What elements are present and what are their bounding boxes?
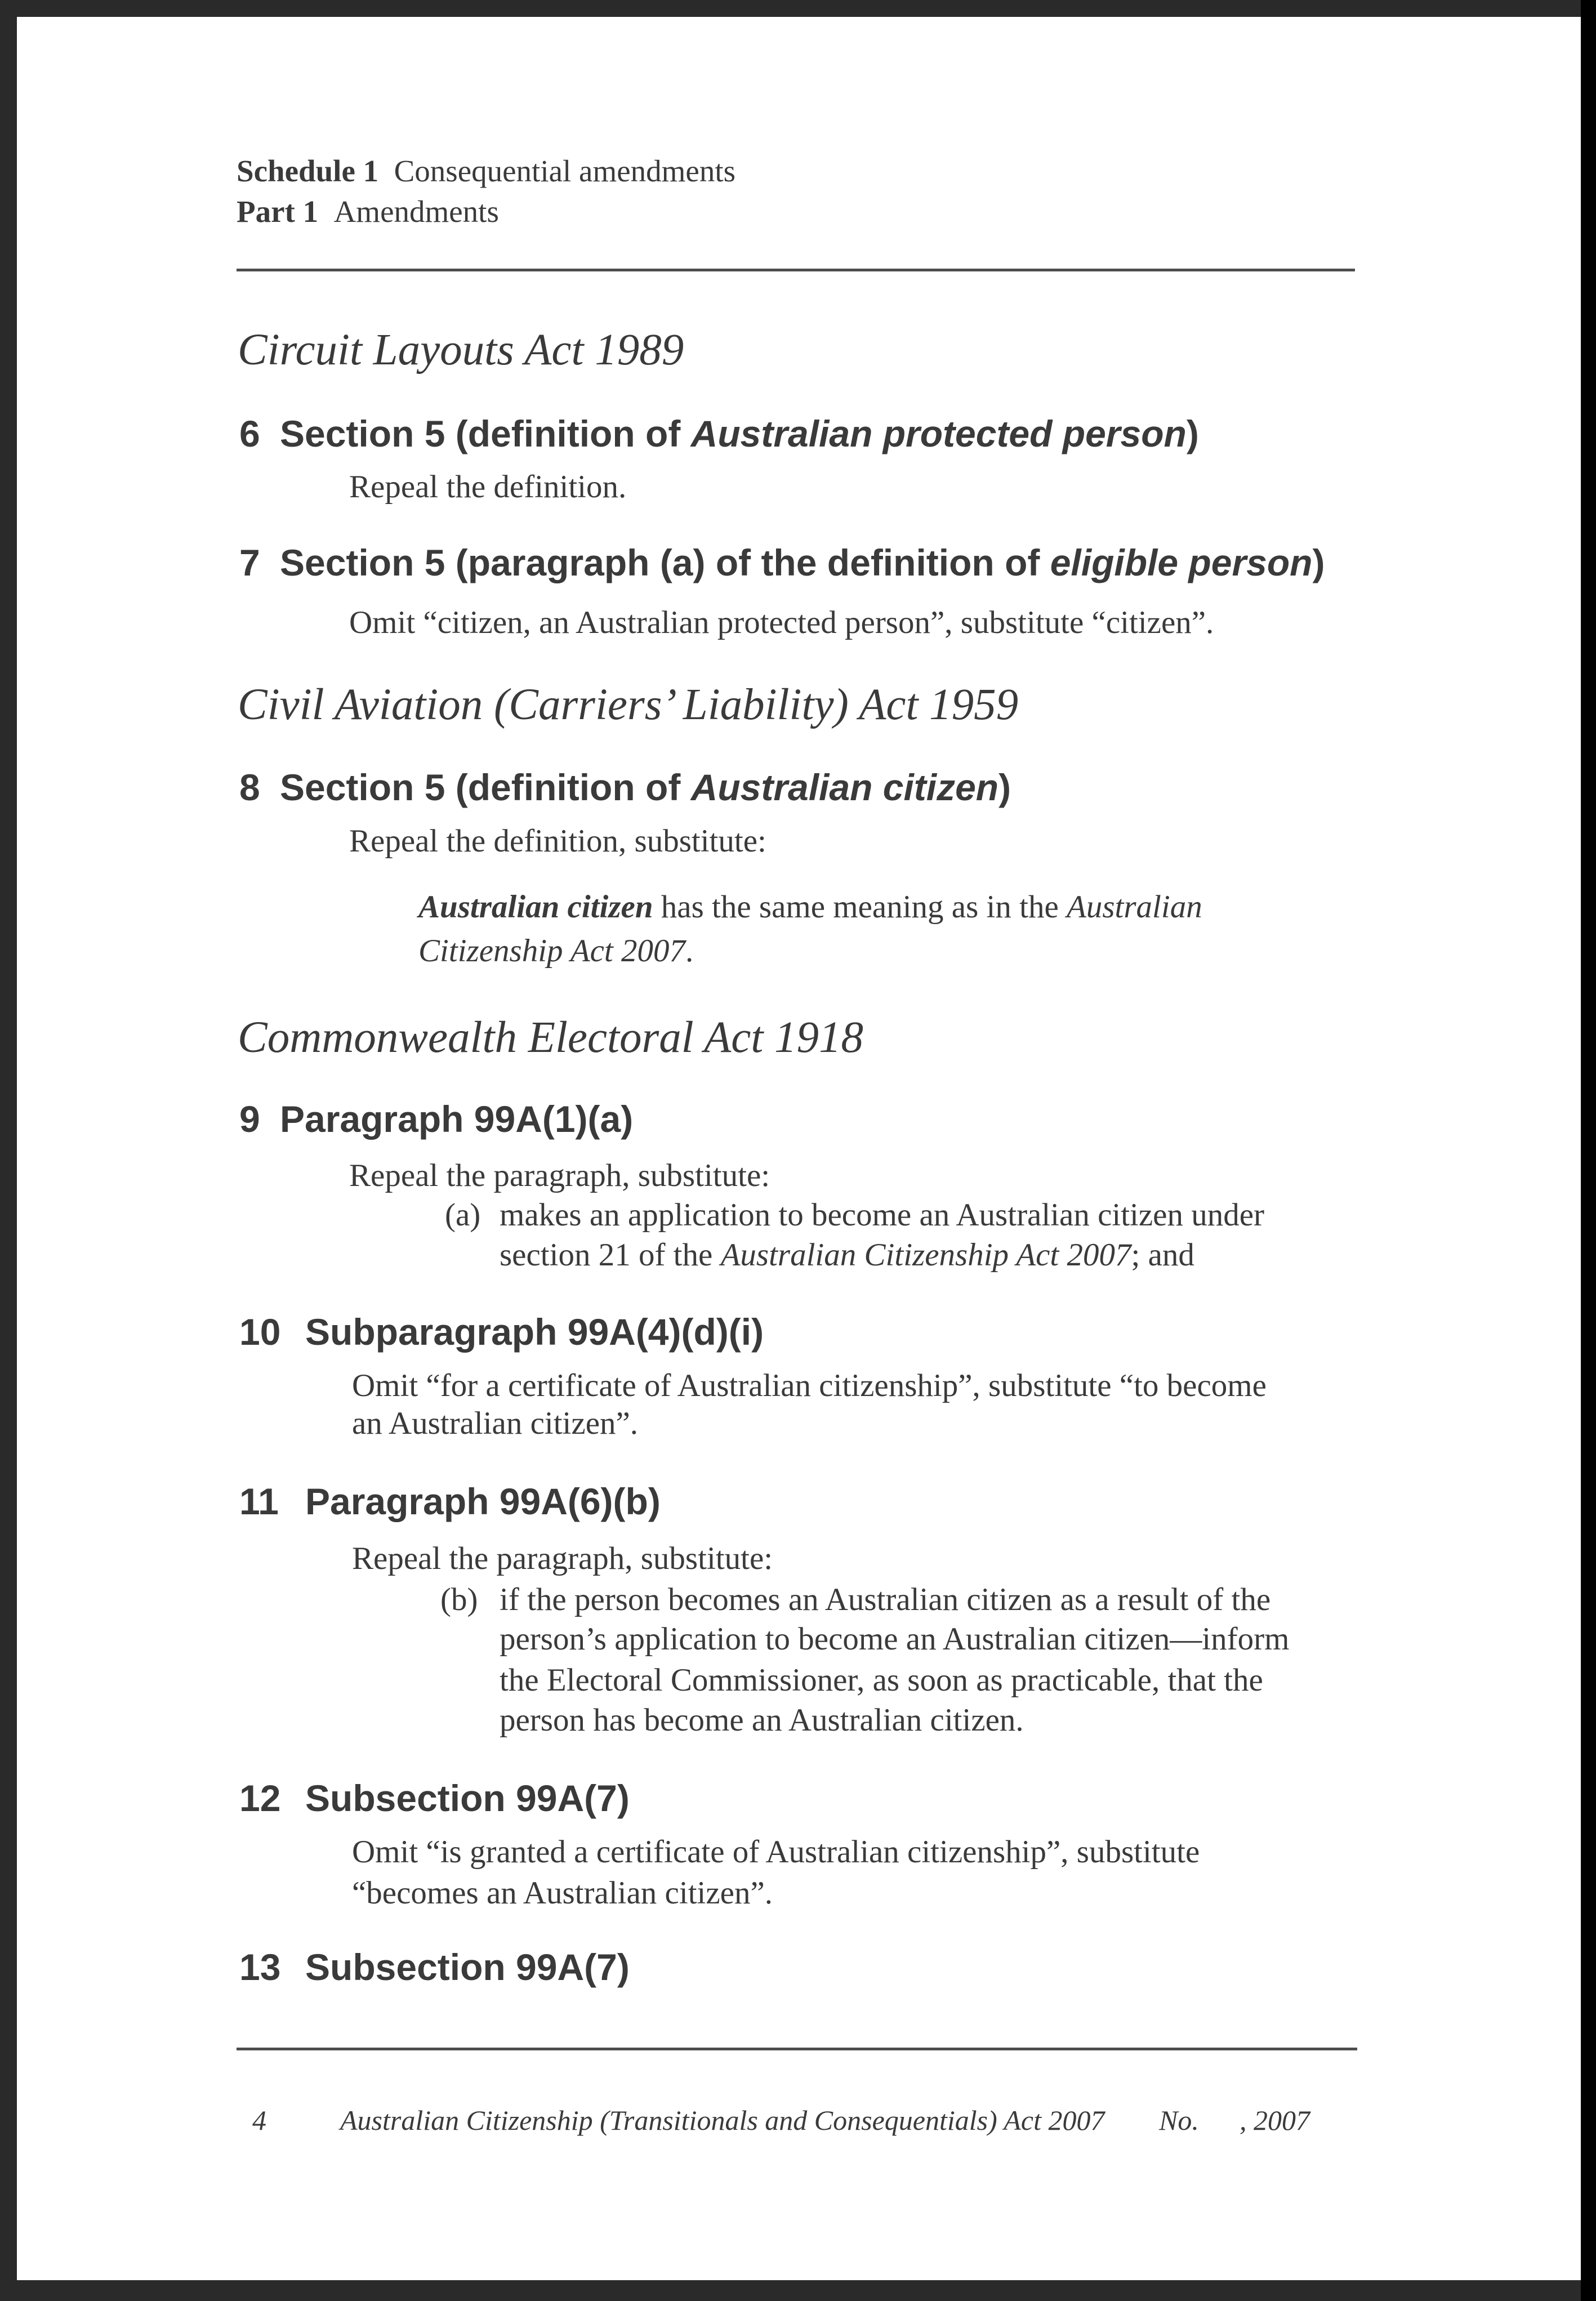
defined-term: eligible person	[1050, 542, 1313, 583]
item-heading: Paragraph 99A(1)(a)	[280, 1098, 634, 1140]
item-heading	[280, 415, 1199, 452]
amendment-instruction: Omit “for a certificate of Australian citizenship”, substitute “to become	[352, 1368, 1267, 1403]
item-heading	[280, 544, 1325, 581]
paragraph-text-line: person has become an Australian citizen.	[500, 1702, 1024, 1738]
running-header-schedule	[237, 155, 735, 186]
paragraph-text-line: if the person becomes an Australian citizen as a result of the	[500, 1582, 1271, 1617]
footer-act-number-label: No.	[1159, 2104, 1199, 2136]
item-heading-suffix: )	[1312, 542, 1325, 583]
header-rule	[237, 269, 1355, 271]
definition-term: Australian citizen	[418, 889, 653, 925]
item-heading	[280, 766, 1011, 808]
defined-term: Australian citizen	[690, 766, 999, 808]
item-number: 6	[239, 413, 260, 454]
amendment-instruction: Repeal the definition.	[349, 469, 627, 505]
amendment-instruction: Repeal the paragraph, substitute:	[352, 1541, 773, 1576]
definition-line-2	[418, 935, 693, 967]
item-number: 7	[239, 542, 260, 583]
paragraph-label: (b)	[440, 1582, 478, 1617]
act-title: Civil Aviation (Carriers’ Liability) Act 1959	[238, 680, 1019, 729]
item-heading: Subsection 99A(7)	[305, 1946, 630, 1988]
definition-end: .	[685, 933, 694, 969]
paragraph-text-line	[500, 1239, 1194, 1271]
act-title: Circuit Layouts Act 1989	[238, 325, 684, 374]
act-reference: Australian Citizenship Act 2007	[720, 1237, 1131, 1273]
schedule-title: Consequential amendments	[394, 154, 736, 188]
item-heading: Subsection 99A(7)	[305, 1777, 630, 1819]
item-heading-text: Section 5 (definition of	[280, 413, 691, 454]
item-number: 12	[239, 1777, 281, 1819]
paragraph-text: section 21 of the	[500, 1237, 721, 1273]
item-heading-suffix: )	[1186, 413, 1199, 454]
item-number: 13	[239, 1946, 281, 1988]
definition-line-1	[418, 891, 1202, 923]
item-heading: Subparagraph 99A(4)(d)(i)	[305, 1311, 764, 1353]
amendment-instruction: Omit “citizen, an Australian protected person”, substitute “citizen”.	[349, 605, 1214, 640]
amendment-instruction-cont: an Australian citizen”.	[352, 1406, 639, 1441]
amendment-instruction-cont: “becomes an Australian citizen”.	[352, 1875, 773, 1911]
paragraph-text-line: the Electoral Commissioner, as soon as practicable, that the	[500, 1662, 1263, 1698]
part-title: Amendments	[333, 194, 499, 229]
definition-text: has the same meaning as in the	[653, 889, 1067, 925]
amendment-instruction: Repeal the paragraph, substitute:	[349, 1158, 770, 1193]
running-header-part	[237, 196, 499, 227]
item-number: 11	[239, 1481, 279, 1522]
item-number: 9	[239, 1098, 260, 1140]
page-number: 4	[252, 2104, 266, 2136]
act-reference: Citizenship Act 2007	[418, 933, 685, 969]
defined-term: Australian protected person	[690, 413, 1187, 454]
footer-act-title: Australian Citizenship (Transitionals and Consequentials) Act 2007	[340, 2104, 1105, 2136]
item-heading: Paragraph 99A(6)(b)	[305, 1481, 661, 1522]
schedule-label: Schedule 1	[237, 154, 379, 188]
footer-rule	[237, 2048, 1357, 2050]
paragraph-text: ; and	[1131, 1237, 1194, 1273]
paragraph-text-line: person’s application to become an Australian citizen—inform	[500, 1621, 1290, 1657]
act-reference: Australian	[1067, 889, 1202, 925]
item-heading-text: Section 5 (definition of	[280, 766, 691, 808]
item-number: 10	[239, 1311, 281, 1353]
item-heading-text: Section 5 (paragraph (a) of the definition of	[280, 542, 1050, 583]
part-label: Part 1	[237, 194, 319, 229]
scan-frame-right	[1581, 0, 1596, 2301]
item-heading-suffix: )	[998, 766, 1011, 808]
paragraph-label: (a)	[445, 1197, 481, 1233]
amendment-instruction: Repeal the definition, substitute:	[349, 823, 766, 859]
footer-year: , 2007	[1240, 2104, 1310, 2136]
act-title: Commonwealth Electoral Act 1918	[238, 1013, 864, 1062]
paragraph-text-line: makes an application to become an Australian citizen under	[500, 1197, 1265, 1233]
item-number: 8	[239, 766, 260, 808]
amendment-instruction: Omit “is granted a certificate of Australian citizenship”, substitute	[352, 1834, 1200, 1870]
